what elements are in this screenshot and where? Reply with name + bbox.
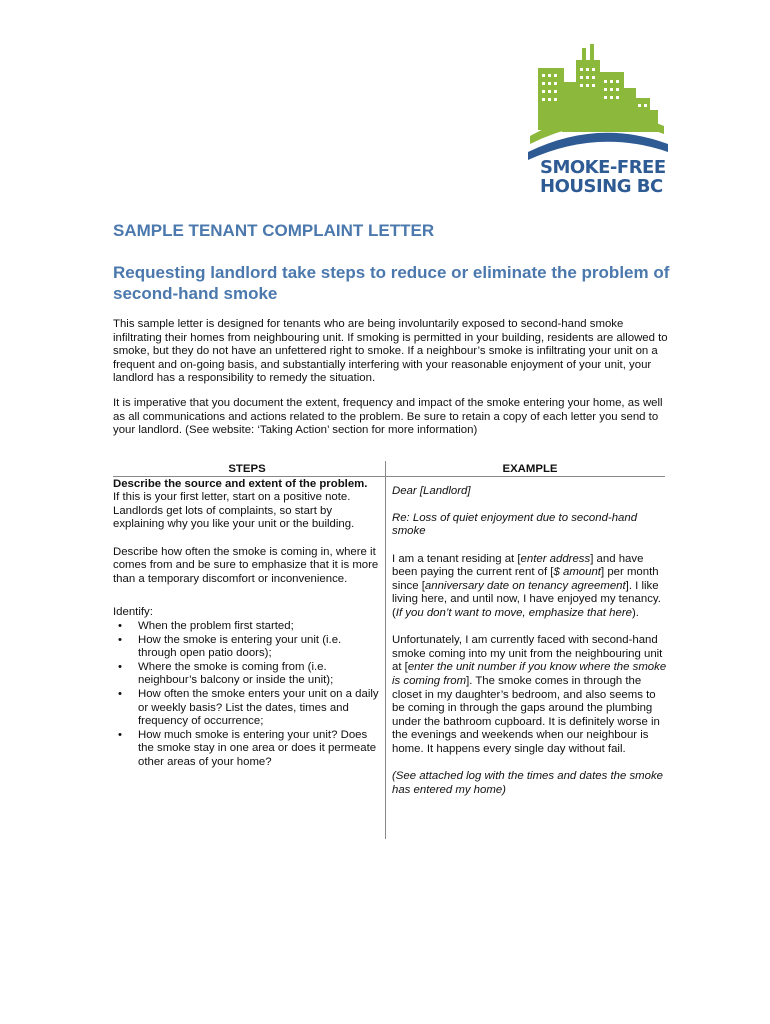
steps-section-title: Describe the source and extent of the problem. — [113, 477, 368, 490]
steps-paragraph-1: If this is your first letter, start on a positive note. Landlords get lots of complaints, so start by explaining why you like your unit or the building. — [113, 491, 355, 531]
steps-bullet-list — [113, 620, 381, 770]
logo-text-line1: SMOKE-FREE — [540, 157, 666, 178]
document-subtitle: Requesting landlord take steps to reduce or eliminate the problem of second-hand smoke — [113, 263, 670, 303]
steps-identify-label: Identify: — [113, 606, 153, 619]
steps-column — [113, 463, 381, 769]
steps-header: STEPS — [228, 463, 266, 475]
list-item: • When the problem first started; — [113, 620, 381, 634]
table-column-divider — [385, 461, 386, 839]
example-column — [392, 463, 668, 797]
document-title: SAMPLE TENANT COMPLAINT LETTER — [113, 221, 435, 240]
example-paragraph-1: I am a tenant residing at [enter address] and have been paying the current rent of [$ amount] per month since [anniversary date on tenancy agreement]. I like living here, and until now, I have enjoyed my tenancy. (If you don’t want to move, emphasize that here). — [392, 552, 661, 619]
example-note: (See attached log with the times and dates the smoke has entered my home) — [392, 770, 664, 796]
example-re-line: Re: Loss of quiet enjoyment due to second-hand smoke — [392, 511, 638, 538]
example-paragraph-2: Unfortunately, I am currently faced with second-hand smoke coming into my unit from the neighbouring unit at [enter the unit number if you know where the smoke is coming from]. The smoke comes in through the closet in my daughter’s bedroom, and also seems to be coming in through the gaps around the plumbing under the bathroom cupboard. It is definitely worse in the evenings and weekends when our neighbour is home. It happens every single day without fail. — [392, 634, 667, 755]
example-header: EXAMPLE — [502, 463, 558, 475]
list-item: • How the smoke is entering your unit (i.e. through open patio doors); — [113, 634, 381, 661]
steps-paragraph-2: Describe how often the smoke is coming in, where it comes from and be sure to emphasize that it is more than a temporary discomfort or inconvenience. — [113, 545, 379, 585]
list-item: • How often the smoke enters your unit on a daily or weekly basis? List the dates, times and frequency of occurrence; — [113, 688, 381, 729]
intro-paragraph-2: It is imperative that you document the extent, frequency and impact of the smoke entering your home, as well as all communications and actions related to the problem. Be sure to retain a copy of each letter you send to your landlord. (See website: ‘Taking Action’ section for more information) — [113, 397, 663, 437]
list-item: • Where the smoke is coming from (i.e. neighbour’s balcony or inside the unit); — [113, 661, 381, 688]
example-salutation: Dear [Landlord] — [392, 484, 471, 497]
logo-text — [540, 157, 666, 197]
list-item: • How much smoke is entering your unit? Does the smoke stay in one area or does it permeate other areas of your home? — [113, 729, 381, 770]
intro-paragraph-1: This sample letter is designed for tenants who are being involuntarily exposed to second-hand smoke infiltrating their homes from neighbouring unit. If smoking is permitted in your building, residents are allowed to smoke, but they do not have an unfettered right to smoke. If a neighbour’s smoke is infiltrating your unit on a frequent and on-going basis, and substantially interfering with your reasonable enjoyment of your unit, your landlord has a responsibility to remedy the situation. — [113, 318, 668, 385]
logo-text-line2: HOUSING BC — [540, 176, 663, 197]
